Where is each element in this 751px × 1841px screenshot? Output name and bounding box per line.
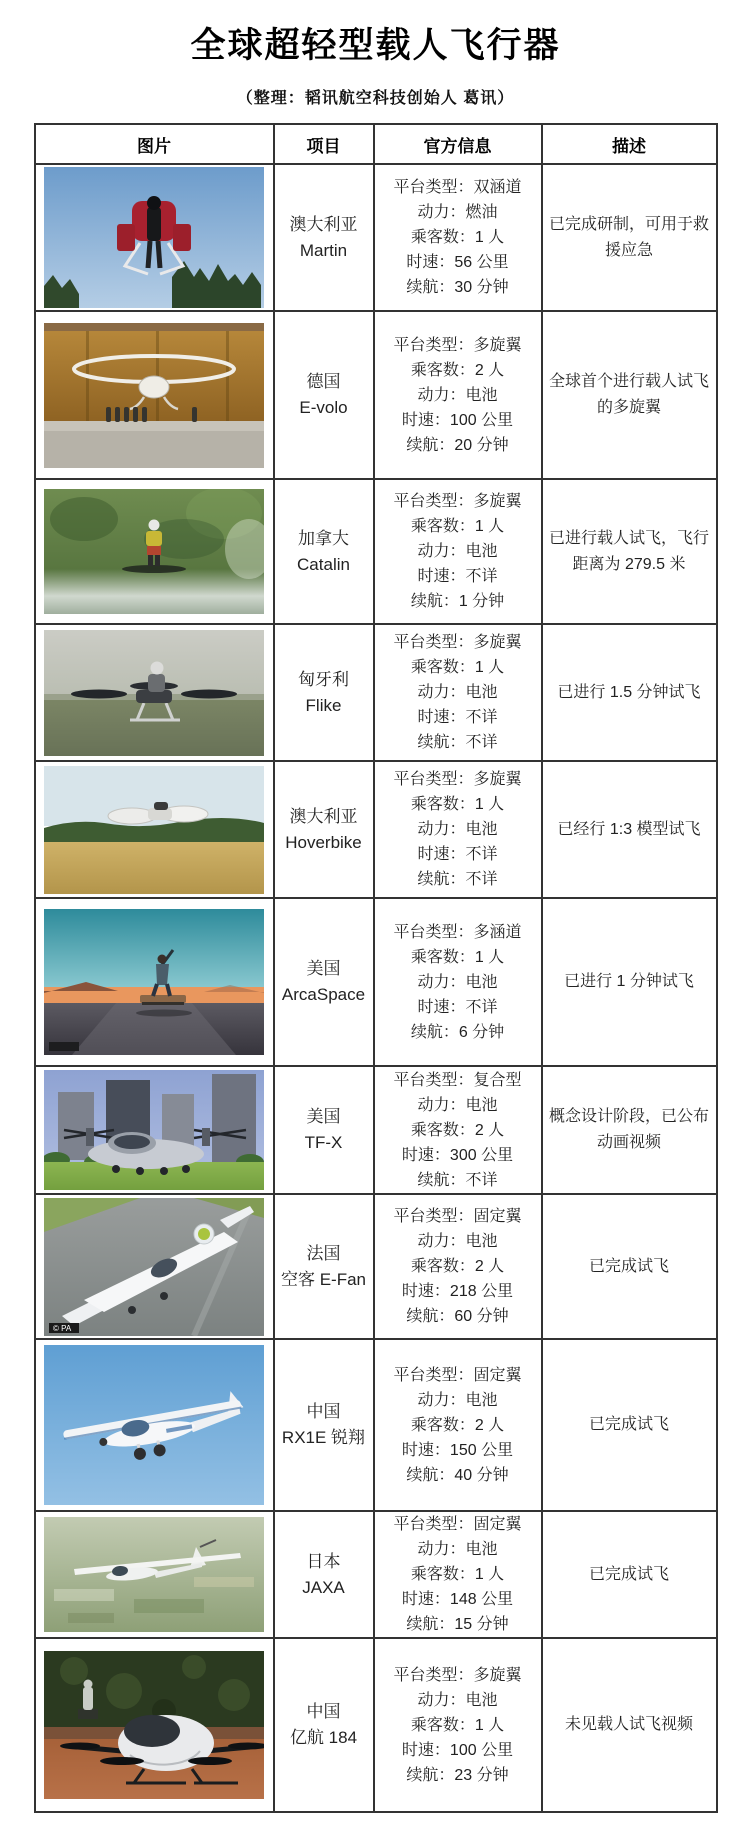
- project-cell: [274, 1066, 374, 1194]
- info-line: 乘客数：1 人: [410, 1566, 505, 1583]
- info-line: 平台类型：固定翼: [393, 1516, 522, 1533]
- aircraft-comparison-table: [34, 123, 718, 1813]
- info-line: 平台类型：多旋翼: [393, 336, 522, 354]
- project-cell: [274, 898, 374, 1066]
- info-line: 续航：1 分钟: [410, 593, 505, 610]
- hoverbike-photo: [44, 766, 264, 894]
- table-header-row: [35, 124, 717, 164]
- column-header-project: 项目: [274, 124, 374, 164]
- column-header-image: 图片: [35, 124, 274, 164]
- official-info-cell: [374, 1339, 542, 1511]
- catalin-hover-photo: [44, 489, 264, 614]
- description-cell: 已进行载人试飞，飞行距离为 279.5 米: [542, 479, 717, 624]
- project-name: RX1E 锐翔: [281, 1428, 366, 1447]
- info-line: 动力：电池: [417, 1541, 498, 1558]
- image-cell: [35, 479, 274, 624]
- flike-tricopter-photo: [44, 630, 264, 756]
- project-country: 加拿大: [298, 528, 349, 548]
- info-line: 平台类型：多旋翼: [393, 771, 522, 788]
- info-line: 乘客数：1 人: [410, 229, 505, 246]
- table-row: [35, 761, 717, 898]
- info-line: 动力：电池: [417, 386, 498, 404]
- info-line: 平台类型：固定翼: [393, 1208, 522, 1225]
- info-line: 乘客数：1 人: [410, 948, 505, 966]
- table-row: [35, 1339, 717, 1511]
- info-line: 时速：300 公里: [401, 1146, 514, 1164]
- image-cell: [35, 1511, 274, 1638]
- image-cell: [35, 311, 274, 479]
- project-name: Catalin: [297, 554, 350, 574]
- info-line: 续航：40 分钟: [406, 1466, 509, 1484]
- column-header-description: 描述: [542, 124, 717, 164]
- table-row: [35, 164, 717, 311]
- info-line: 时速：218 公里: [401, 1283, 514, 1300]
- project-name: JAXA: [302, 1577, 345, 1597]
- official-info-cell: [374, 1066, 542, 1194]
- description-cell: 已完成试飞: [542, 1511, 717, 1638]
- description-cell: 已进行 1 分钟试飞: [542, 898, 717, 1066]
- info-line: 乘客数：2 人: [410, 1416, 505, 1434]
- martin-jetpack-photo: [44, 167, 264, 308]
- info-line: 时速：100 公里: [401, 1741, 514, 1759]
- image-cell: [35, 1194, 274, 1339]
- project-cell: [274, 1339, 374, 1511]
- info-line: 乘客数：1 人: [410, 518, 505, 535]
- info-line: 动力：电池: [417, 684, 498, 701]
- table-row: [35, 1194, 717, 1339]
- official-info-cell: [374, 1194, 542, 1339]
- project-name: Hoverbike: [285, 832, 362, 852]
- column-header-official-info: 官方信息: [374, 124, 542, 164]
- info-line: 时速：不详: [417, 998, 498, 1016]
- info-line: 平台类型：多旋翼: [393, 493, 522, 510]
- info-line: 续航：不详: [417, 734, 498, 751]
- ehang-184-photo: [44, 1651, 264, 1799]
- table-row: [35, 311, 717, 479]
- info-line: 平台类型：固定翼: [393, 1366, 522, 1384]
- project-name: Martin: [299, 240, 348, 260]
- info-line: 时速：148 公里: [401, 1591, 514, 1608]
- project-country: 德国: [306, 372, 341, 391]
- official-info-cell: [374, 624, 542, 761]
- project-country: 美国: [306, 959, 341, 978]
- table-row: [35, 479, 717, 624]
- info-line: 动力：电池: [417, 1233, 498, 1250]
- image-cell: [35, 164, 274, 311]
- project-name: E-volo: [299, 398, 348, 417]
- project-cell: [274, 1511, 374, 1638]
- project-name: Flike: [305, 695, 342, 715]
- rx1e-plane-photo: [44, 1345, 264, 1505]
- project-cell: [274, 164, 374, 311]
- info-line: 平台类型：复合型: [393, 1071, 522, 1089]
- official-info-cell: [374, 1511, 542, 1638]
- description-cell: 已完成试飞: [542, 1339, 717, 1511]
- info-line: 动力：电池: [417, 1691, 498, 1709]
- tfx-flying-car-photo: [44, 1070, 264, 1190]
- info-line: 平台类型：多涵道: [393, 923, 522, 941]
- info-line: 时速：56 公里: [406, 254, 509, 271]
- table-row: [35, 1511, 717, 1638]
- project-country: 日本: [306, 1551, 341, 1571]
- info-line: 续航：不详: [417, 871, 498, 888]
- arcaspace-hoverboard-photo: [44, 909, 264, 1055]
- info-line: 续航：6 分钟: [410, 1023, 505, 1041]
- project-cell: [274, 479, 374, 624]
- project-country: 中国: [306, 1402, 341, 1421]
- efan-electric-plane-photo: [44, 1198, 264, 1336]
- info-line: 时速：100 公里: [401, 411, 514, 429]
- official-info-cell: [374, 898, 542, 1066]
- info-line: 动力：电池: [417, 1096, 498, 1114]
- page-subtitle: （整理：韬讯航空科技创始人 葛讯）: [236, 90, 515, 107]
- info-line: 时速：不详: [417, 568, 498, 585]
- official-info-cell: [374, 1638, 542, 1812]
- info-line: 时速：不详: [417, 846, 498, 863]
- info-line: 续航：15 分钟: [406, 1616, 509, 1633]
- project-cell: [274, 624, 374, 761]
- project-country: 法国: [306, 1243, 341, 1263]
- info-line: 平台类型：多旋翼: [393, 634, 522, 651]
- table-row: [35, 898, 717, 1066]
- info-line: 动力：电池: [417, 1391, 498, 1409]
- info-line: 动力：电池: [417, 973, 498, 991]
- info-line: 时速：不详: [417, 709, 498, 726]
- jaxa-glider-photo: [44, 1517, 264, 1632]
- info-line: 乘客数：1 人: [410, 659, 505, 676]
- info-line: 动力：电池: [417, 821, 498, 838]
- info-line: 平台类型：双涵道: [393, 179, 522, 196]
- official-info-cell: [374, 164, 542, 311]
- project-cell: [274, 311, 374, 479]
- project-name: ArcaSpace: [281, 985, 366, 1004]
- info-line: 乘客数：2 人: [410, 1258, 505, 1275]
- info-line: 平台类型：多旋翼: [393, 1666, 522, 1684]
- project-cell: [274, 1194, 374, 1339]
- info-line: 续航：23 分钟: [406, 1766, 509, 1784]
- description-cell: 全球首个进行载人试飞的多旋翼: [542, 311, 717, 479]
- description-cell: 已完成试飞: [542, 1194, 717, 1339]
- table-row: [35, 624, 717, 761]
- info-line: 乘客数：1 人: [410, 1716, 505, 1734]
- description-cell: 概念设计阶段，已公布动画视频: [542, 1066, 717, 1194]
- official-info-cell: [374, 761, 542, 898]
- info-line: 续航：不详: [417, 1171, 498, 1189]
- image-cell: [35, 624, 274, 761]
- project-name: 空客 E-Fan: [280, 1269, 367, 1289]
- evolo-volocopter-photo: [44, 323, 264, 468]
- info-line: 续航：20 分钟: [406, 436, 509, 454]
- description-cell: 已经行 1:3 模型试飞: [542, 761, 717, 898]
- photo-watermark: © PA: [53, 1323, 72, 1333]
- table-row: [35, 1066, 717, 1194]
- info-line: 乘客数：2 人: [410, 361, 505, 379]
- info-line: 动力：燃油: [417, 204, 498, 221]
- project-country: 美国: [306, 1107, 341, 1126]
- image-cell: [35, 1638, 274, 1812]
- project-country: 澳大利亚: [289, 214, 358, 234]
- image-cell: [35, 761, 274, 898]
- description-cell: 已完成研制，可用于救援应急: [542, 164, 717, 311]
- project-country: 匈牙利: [298, 669, 349, 689]
- description-cell: 未见载人试飞视频: [542, 1638, 717, 1812]
- project-name: TF-X: [304, 1133, 343, 1152]
- info-line: 乘客数：2 人: [410, 1121, 505, 1139]
- page-title: 全球超轻型载人飞行器: [190, 25, 561, 66]
- project-cell: [274, 1638, 374, 1812]
- project-country: 澳大利亚: [289, 806, 358, 826]
- project-cell: [274, 761, 374, 898]
- info-line: 续航：60 分钟: [406, 1308, 509, 1325]
- description-cell: 已进行 1.5 分钟试飞: [542, 624, 717, 761]
- official-info-cell: [374, 311, 542, 479]
- image-cell: [35, 1066, 274, 1194]
- table-row: [35, 1638, 717, 1812]
- info-line: 时速：150 公里: [401, 1441, 514, 1459]
- official-info-cell: [374, 479, 542, 624]
- image-cell: [35, 898, 274, 1066]
- project-country: 中国: [306, 1702, 341, 1721]
- info-line: 动力：电池: [417, 543, 498, 560]
- info-line: 乘客数：1 人: [410, 796, 505, 813]
- image-cell: [35, 1339, 274, 1511]
- info-line: 续航：30 分钟: [406, 279, 509, 296]
- project-name: 亿航 184: [289, 1728, 358, 1747]
